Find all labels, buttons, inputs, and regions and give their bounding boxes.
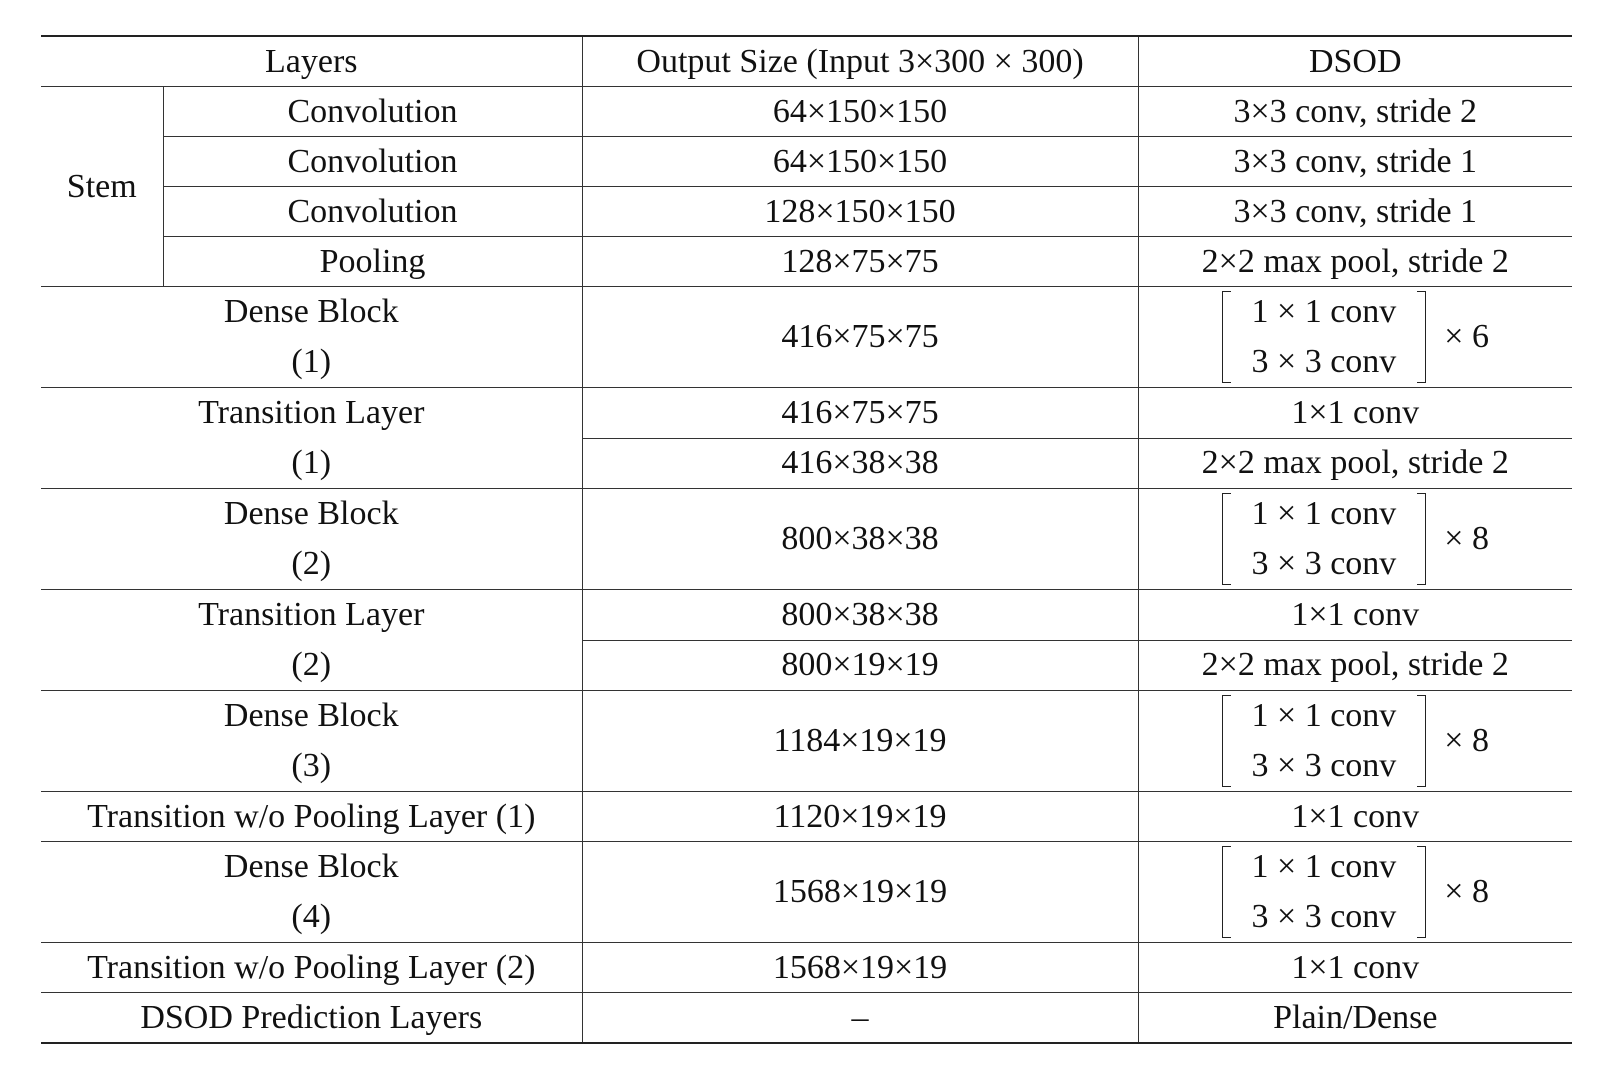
conv-b: 3 × 3 conv xyxy=(1251,898,1397,935)
layer-cell xyxy=(41,842,582,943)
output-cell: 64×150×150 xyxy=(582,87,1138,137)
layer-cell: Transition w/o Pooling Layer (1) xyxy=(41,792,582,842)
output-cell: 800×38×38 xyxy=(582,590,1138,641)
dsod-cell: 3×3 conv, stride 1 xyxy=(1138,137,1572,187)
table-row xyxy=(41,187,1572,237)
table-row xyxy=(41,792,1572,842)
output-cell: 800×38×38 xyxy=(582,489,1138,590)
conv-a: 1 × 1 conv xyxy=(1251,697,1397,734)
layer-label-line2: (2) xyxy=(291,646,332,683)
output-cell: 416×75×75 xyxy=(582,287,1138,388)
layer-cell: Convolution xyxy=(163,137,582,187)
output-cell: 800×19×19 xyxy=(582,640,1138,691)
table-row xyxy=(41,489,1572,590)
layer-label-line1: Transition Layer xyxy=(198,596,425,633)
table-row xyxy=(41,590,1572,641)
layer-cell xyxy=(41,691,582,792)
layer-cell xyxy=(41,287,582,388)
table-row xyxy=(41,87,1572,137)
table-row xyxy=(41,691,1572,792)
table-row xyxy=(41,388,1572,439)
output-cell: – xyxy=(582,993,1138,1044)
output-cell: 128×75×75 xyxy=(582,237,1138,287)
dsod-cell: Plain/Dense xyxy=(1138,993,1572,1044)
output-cell: 64×150×150 xyxy=(582,137,1138,187)
layer-cell: Pooling xyxy=(163,237,582,287)
layer-label-line1: Dense Block xyxy=(223,293,399,330)
layer-cell xyxy=(41,590,582,691)
output-cell: 416×38×38 xyxy=(582,438,1138,489)
layer-label-line1: Transition Layer xyxy=(198,394,425,431)
dsod-cell: 3×3 conv, stride 2 xyxy=(1138,87,1572,137)
dsod-cell: 1×1 conv xyxy=(1138,792,1572,842)
table-row xyxy=(41,287,1572,388)
table-row xyxy=(41,842,1572,943)
header-layers: Layers xyxy=(41,36,582,87)
conv-a: 1 × 1 conv xyxy=(1251,495,1397,532)
stem-label: Stem xyxy=(41,87,163,287)
output-cell: 1568×19×19 xyxy=(582,842,1138,943)
layer-label-line1: Dense Block xyxy=(223,848,399,885)
output-cell: 128×150×150 xyxy=(582,187,1138,237)
dsod-cell: 1×1 conv xyxy=(1138,590,1572,641)
architecture-table xyxy=(41,35,1572,1044)
layer-label-line2: (3) xyxy=(291,747,332,784)
conv-matrix xyxy=(1222,489,1427,589)
dsod-cell: 2×2 max pool, stride 2 xyxy=(1138,640,1572,691)
layer-cell xyxy=(41,388,582,489)
header-output-size: Output Size (Input 3×300 × 300) xyxy=(582,36,1138,87)
layer-cell: Transition w/o Pooling Layer (2) xyxy=(41,943,582,993)
conv-b: 3 × 3 conv xyxy=(1251,545,1397,582)
output-cell: 416×75×75 xyxy=(582,388,1138,439)
repeat-count: × 8 xyxy=(1444,722,1489,759)
table-row xyxy=(41,237,1572,287)
dsod-cell: 1×1 conv xyxy=(1138,388,1572,439)
table-row xyxy=(41,137,1572,187)
repeat-count: × 8 xyxy=(1444,520,1489,557)
dsod-cell: 1×1 conv xyxy=(1138,943,1572,993)
conv-a: 1 × 1 conv xyxy=(1251,848,1397,885)
layer-label-line1: Dense Block xyxy=(223,495,399,532)
layer-label-line2: (1) xyxy=(291,343,332,380)
layer-label-line2: (2) xyxy=(291,545,332,582)
dsod-cell xyxy=(1138,691,1572,792)
conv-matrix xyxy=(1222,691,1427,791)
table-row xyxy=(41,993,1572,1044)
dsod-cell xyxy=(1138,489,1572,590)
repeat-count: × 8 xyxy=(1444,873,1489,910)
layer-cell xyxy=(41,489,582,590)
output-cell: 1568×19×19 xyxy=(582,943,1138,993)
header-dsod: DSOD xyxy=(1138,36,1572,87)
output-cell: 1184×19×19 xyxy=(582,691,1138,792)
dsod-cell: 2×2 max pool, stride 2 xyxy=(1138,438,1572,489)
dsod-cell xyxy=(1138,287,1572,388)
conv-matrix xyxy=(1222,842,1427,942)
layer-label-line2: (1) xyxy=(291,444,332,481)
table-row xyxy=(41,943,1572,993)
layer-label-line1: Dense Block xyxy=(223,697,399,734)
dsod-cell: 3×3 conv, stride 1 xyxy=(1138,187,1572,237)
dsod-cell xyxy=(1138,842,1572,943)
conv-a: 1 × 1 conv xyxy=(1251,293,1397,330)
layer-cell: Convolution xyxy=(163,87,582,137)
layer-cell: Convolution xyxy=(163,187,582,237)
conv-b: 3 × 3 conv xyxy=(1251,747,1397,784)
layer-cell: DSOD Prediction Layers xyxy=(41,993,582,1044)
conv-b: 3 × 3 conv xyxy=(1251,343,1397,380)
repeat-count: × 6 xyxy=(1444,318,1489,355)
dsod-cell: 2×2 max pool, stride 2 xyxy=(1138,237,1572,287)
output-cell: 1120×19×19 xyxy=(582,792,1138,842)
layer-label-line2: (4) xyxy=(291,898,332,935)
conv-matrix xyxy=(1222,287,1427,387)
header-row xyxy=(41,36,1572,87)
